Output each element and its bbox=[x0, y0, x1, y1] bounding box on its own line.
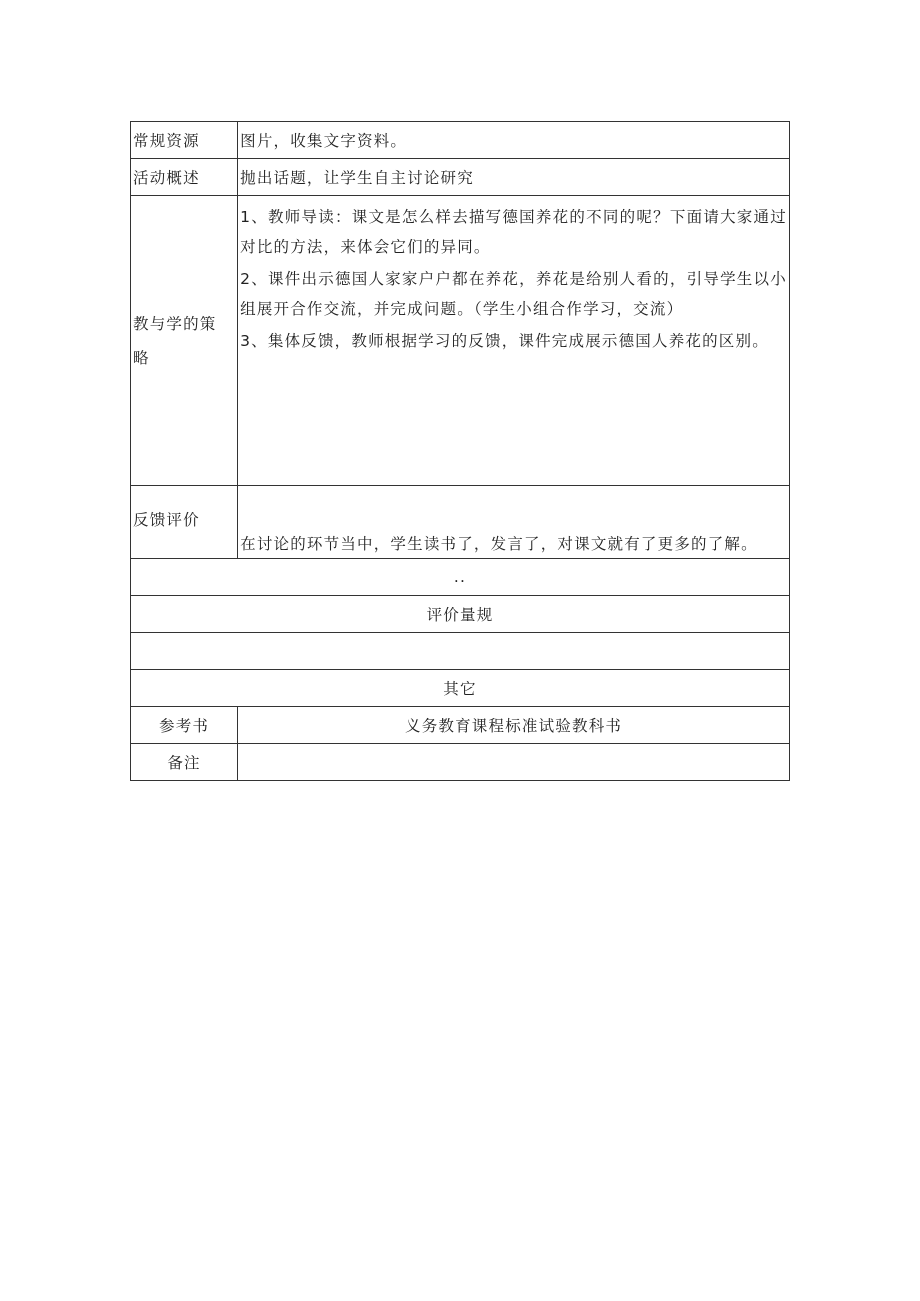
notes-row bbox=[131, 744, 790, 781]
other-heading: 其它 bbox=[131, 670, 790, 707]
rubric-value-row bbox=[131, 633, 790, 670]
feedback-value: 在讨论的环节当中，学生读书了，发言了，对课文就有了更多的了解。 bbox=[238, 486, 790, 559]
feedback-row bbox=[131, 486, 790, 559]
reference-value: 义务教育课程标准试验教科书 bbox=[238, 707, 790, 744]
strategy-item: 2、课件出示德国人家家户户都在养花，养花是给别人看的，引导学生以小组展开合作交流，并完成问题。（学生小组合作学习，交流） bbox=[240, 270, 787, 318]
feedback-label: 反馈评价 bbox=[131, 486, 238, 559]
resources-row bbox=[131, 122, 790, 159]
strategy-body bbox=[238, 196, 790, 486]
activity-label: 活动概述 bbox=[131, 159, 238, 196]
resources-label: 常规资源 bbox=[131, 122, 238, 159]
strategy-label-line2: 略 bbox=[133, 348, 150, 367]
activity-value: 抛出话题，让学生自主讨论研究 bbox=[238, 159, 790, 196]
other-heading-row bbox=[131, 670, 790, 707]
reference-label: 参考书 bbox=[131, 707, 238, 744]
separator-dots: .. bbox=[131, 559, 790, 596]
strategy-label-line1: 教与学的策 bbox=[133, 314, 217, 333]
separator-row bbox=[131, 559, 790, 596]
notes-label: 备注 bbox=[131, 744, 238, 781]
strategy-label bbox=[131, 196, 238, 486]
strategy-item: 1、教师导读：课文是怎么样去描写德国养花的不同的呢？下面请大家通过对比的方法，来体会它们的异同。 bbox=[240, 208, 787, 256]
reference-row bbox=[131, 707, 790, 744]
activity-row bbox=[131, 159, 790, 196]
notes-value bbox=[238, 744, 790, 781]
rubric-value bbox=[131, 633, 790, 670]
lesson-plan-table bbox=[130, 121, 790, 781]
strategy-row bbox=[131, 196, 790, 486]
resources-value: 图片，收集文字资料。 bbox=[238, 122, 790, 159]
rubric-heading-row bbox=[131, 596, 790, 633]
strategy-item: 3、集体反馈，教师根据学习的反馈，课件完成展示德国人养花的区别。 bbox=[240, 332, 769, 350]
rubric-heading: 评价量规 bbox=[131, 596, 790, 633]
